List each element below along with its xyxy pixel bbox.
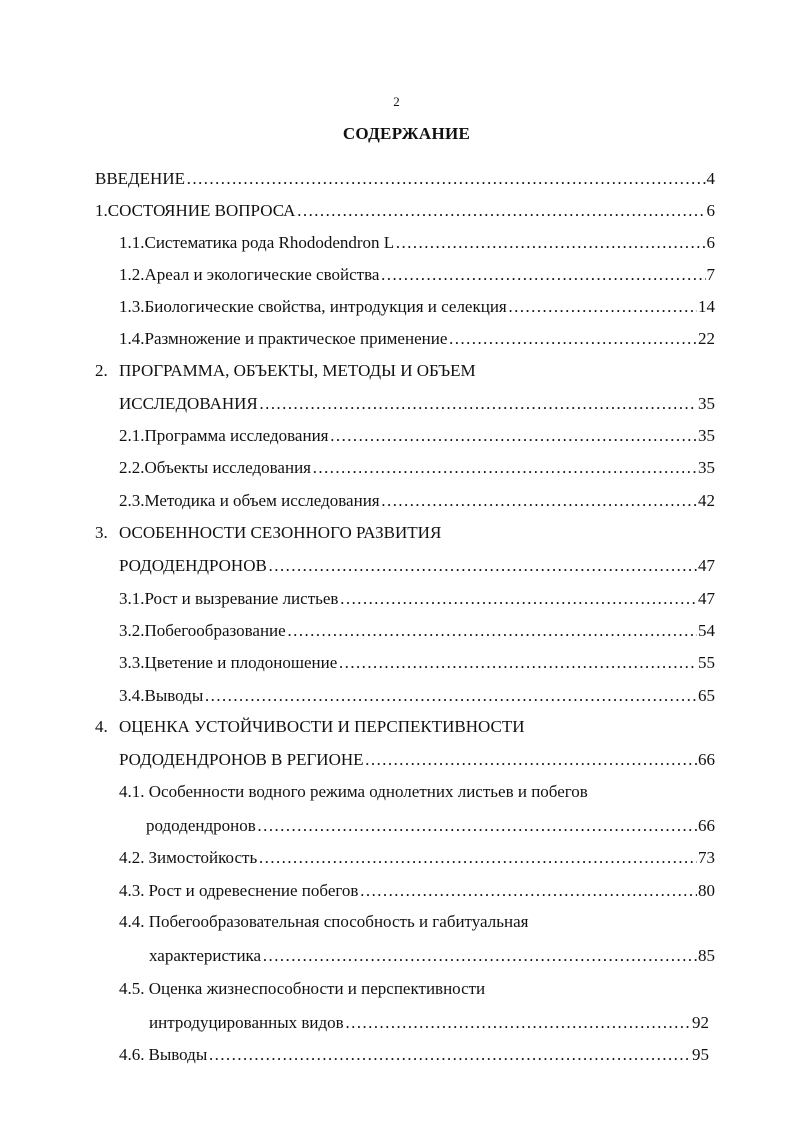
toc-entry-title: СОСТОЯНИЕ ВОПРОСА: [107, 201, 296, 220]
toc-entry-title: Систематика рода Rhododendron L: [144, 233, 395, 252]
toc-entry-section-4-first-line: [95, 715, 525, 739]
toc-entry-section-2: [119, 392, 715, 416]
toc-entry-number: 1.3.: [119, 297, 145, 316]
toc-entry-title-continued: характеристика: [149, 946, 262, 965]
toc-entry-introduction: [95, 167, 715, 191]
toc-entry-number: 4.5.: [119, 979, 145, 998]
toc-entry-page: 35: [698, 426, 715, 445]
toc-leader-dots: [338, 651, 697, 675]
toc-entry-number: 3.1.: [119, 589, 145, 608]
toc-entry-title: ПРОГРАММА, ОБЪЕКТЫ, МЕТОДЫ И ОБЪЕМ: [119, 361, 476, 380]
toc-entry-section-4-6: [119, 1043, 709, 1067]
toc-entry-section-2-2: [119, 456, 715, 480]
toc-leader-dots: [262, 944, 697, 968]
toc-entry-number: 4.1.: [119, 782, 145, 801]
toc-entry-title: Выводы: [148, 1045, 208, 1064]
toc-entry-section-1: [95, 199, 715, 223]
toc-entry-section-3-2: [119, 619, 715, 643]
toc-entry-section-4-4: [149, 944, 715, 968]
toc-entry-page: 47: [698, 589, 715, 608]
toc-entry-number: 1.4.: [119, 329, 145, 348]
toc-entry-section-3-4: [119, 684, 715, 708]
toc-entry-section-4: [119, 748, 715, 772]
toc-entry-section-4-1: [146, 814, 715, 838]
toc-entry-title: ВВЕДЕНИЕ: [95, 169, 185, 188]
toc-entry-number: 2.3.: [119, 491, 145, 510]
toc-entry-number: 3.: [95, 523, 108, 542]
toc-entry-section-3-3: [119, 651, 715, 675]
toc-leader-dots: [186, 167, 706, 191]
toc-leader-dots: [339, 587, 697, 611]
toc-leader-dots: [312, 456, 697, 480]
toc-entry-number: 3.2.: [119, 621, 145, 640]
toc-entry-number: 3.4.: [119, 686, 145, 705]
page-title: СОДЕРЖАНИЕ: [342, 124, 471, 143]
toc-entry-section-2-3: [119, 489, 715, 513]
toc-entry-number: 2.: [95, 361, 108, 380]
toc-entry-title-continued: РОДОДЕНДРОНОВ: [119, 556, 267, 575]
toc-leader-dots: [258, 846, 697, 870]
toc-entry-title: Методика и объем исследования: [144, 491, 380, 510]
toc-entry-title: Ареал и экологические свойства: [144, 265, 380, 284]
toc-entry-page: 55: [698, 653, 715, 672]
toc-entry-title: Цветение и плодоношение: [144, 653, 338, 672]
toc-entry-section-2-1: [119, 424, 715, 448]
toc-leader-dots: [365, 748, 697, 772]
toc-leader-dots: [330, 424, 698, 448]
toc-entry-number: 4.6.: [119, 1045, 145, 1064]
page-number: 2: [393, 94, 400, 109]
toc-entry-number: 2.2.: [119, 458, 145, 477]
toc-entry-page: 73: [698, 848, 715, 867]
toc-leader-dots: [508, 295, 697, 319]
toc-entry-title: Биологические свойства, интродукция и селекция: [144, 297, 507, 316]
toc-entry-page: 42: [698, 491, 715, 510]
toc-entry-page: 85: [698, 946, 715, 965]
toc-entry-page: 47: [698, 556, 715, 575]
toc-entry-section-4-2: [119, 846, 715, 870]
toc-entry-page: 4: [706, 169, 715, 188]
toc-entry-page: 22: [698, 329, 715, 348]
toc-entry-section-4-1-first-line: [119, 780, 588, 804]
toc-entry-page: 95: [692, 1045, 709, 1064]
toc-entry-title: ОСОБЕННОСТИ СЕЗОННОГО РАЗВИТИЯ: [119, 523, 442, 542]
toc-entry-section-1-2: [119, 263, 715, 287]
toc-entry-section-1-1: [119, 231, 715, 255]
toc-entry-section-2-first-line: [95, 359, 476, 383]
toc-entry-section-4-3: [119, 879, 715, 903]
toc-leader-dots: [448, 327, 697, 351]
toc-entry-title: Программа исследования: [144, 426, 329, 445]
toc-leader-dots: [395, 231, 705, 255]
toc-entry-section-3-first-line: [95, 521, 441, 545]
toc-entry-title-continued: интродуцированных видов: [149, 1013, 344, 1032]
toc-entry-page: 35: [698, 458, 715, 477]
toc-entry-title: Зимостойкость: [148, 848, 258, 867]
toc-entry-title: Побегообразовательная способность и габитуальная: [148, 912, 529, 931]
toc-entry-title: Выводы: [144, 686, 204, 705]
toc-leader-dots: [381, 489, 697, 513]
toc-leader-dots: [259, 392, 697, 416]
toc-leader-dots: [208, 1043, 691, 1067]
toc-entry-title: Особенности водного режима однолетних листьев и побегов: [148, 782, 588, 801]
toc-entry-page: 14: [698, 297, 715, 316]
toc-entry-section-1-3: [119, 295, 715, 319]
toc-entry-title: Рост и вызревание листьев: [144, 589, 339, 608]
toc-entry-title: Оценка жизнеспособности и перспективности: [148, 979, 486, 998]
toc-leader-dots: [359, 879, 697, 903]
toc-entry-page: 80: [698, 881, 715, 900]
toc-entry-title-continued: рододендронов: [146, 816, 256, 835]
toc-entry-section-4-5: [149, 1011, 709, 1035]
toc-entry-page: 65: [698, 686, 715, 705]
toc-entry-page: 6: [706, 201, 715, 220]
toc-entry-number: 1.1.: [119, 233, 145, 252]
toc-entry-section-4-4-first-line: [119, 910, 528, 934]
toc-entry-section-4-5-first-line: [119, 977, 485, 1001]
toc-entry-section-1-4: [119, 327, 715, 351]
toc-entry-number: 2.1.: [119, 426, 145, 445]
toc-entry-title: Объекты исследования: [144, 458, 311, 477]
toc-entry-number: 1.: [95, 201, 108, 220]
toc-entry-number: 4.: [95, 717, 108, 736]
toc-entry-number: 3.3.: [119, 653, 145, 672]
toc-leader-dots: [296, 199, 705, 223]
toc-entry-page: 35: [698, 394, 715, 413]
toc-entry-title-continued: РОДОДЕНДРОНОВ В РЕГИОНЕ: [119, 750, 364, 769]
toc-entry-title: Побегообразование: [144, 621, 286, 640]
toc-entry-number: 1.2.: [119, 265, 145, 284]
toc-leader-dots: [380, 263, 705, 287]
toc-leader-dots: [204, 684, 697, 708]
toc-entry-number: 4.3.: [119, 881, 145, 900]
toc-entry-page: 6: [706, 233, 715, 252]
toc-leader-dots: [345, 1011, 691, 1035]
toc-leader-dots: [287, 619, 697, 643]
toc-entry-page: 66: [698, 750, 715, 769]
toc-entry-title: Рост и одревеснение побегов: [148, 881, 359, 900]
toc-leader-dots: [268, 554, 697, 578]
toc-entry-title-continued: ИССЛЕДОВАНИЯ: [119, 394, 258, 413]
toc-entry-section-3: [119, 554, 715, 578]
toc-entry-section-3-1: [119, 587, 715, 611]
toc-entry-number: 4.4.: [119, 912, 145, 931]
toc-leader-dots: [257, 814, 697, 838]
toc-entry-number: 4.2.: [119, 848, 145, 867]
toc-entry-title: Размножение и практическое применение: [144, 329, 448, 348]
toc-entry-page: 54: [698, 621, 715, 640]
toc-entry-page: 7: [706, 265, 715, 284]
toc-entry-page: 92: [692, 1013, 709, 1032]
toc-entry-page: 66: [698, 816, 715, 835]
toc-entry-title: ОЦЕНКА УСТОЙЧИВОСТИ И ПЕРСПЕКТИВНОСТИ: [119, 717, 525, 736]
